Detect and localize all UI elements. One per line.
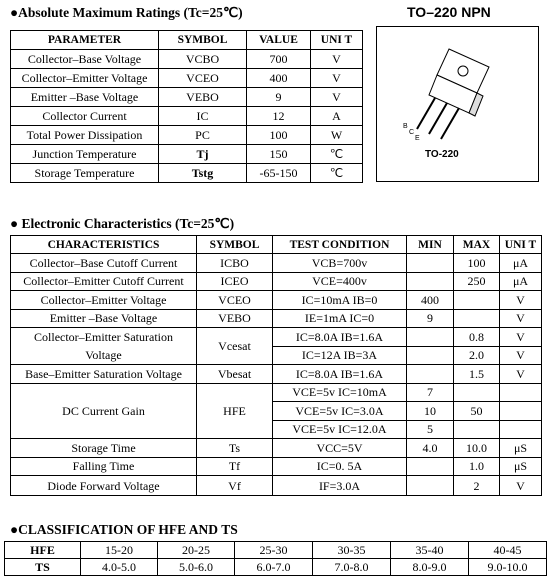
cell: V <box>500 291 542 310</box>
cell: Collector–Emitter Voltage <box>11 291 197 310</box>
cell: VCE=5v IC=10mA <box>273 383 407 402</box>
cell: DC Current Gain <box>11 383 197 439</box>
table-row <box>11 88 363 107</box>
cell: 400 <box>407 291 454 310</box>
cell <box>407 365 454 384</box>
cls-table <box>4 541 547 576</box>
cell <box>407 254 454 273</box>
pin-label: B <box>403 123 408 130</box>
cell: 250 <box>454 272 500 291</box>
cell: 100 <box>247 126 311 145</box>
ec-header: CHARACTERISTICS <box>11 236 197 254</box>
ec-header: MIN <box>407 236 454 254</box>
cell: Ts <box>197 439 273 458</box>
cell: VCB=700v <box>273 254 407 273</box>
cell: 5 <box>407 420 454 439</box>
cell: ICBO <box>197 254 273 273</box>
cell: IC=8.0A IB=1.6A <box>273 365 407 384</box>
cell: 9 <box>247 88 311 107</box>
cell: Diode Forward Voltage <box>11 476 197 496</box>
cell: VCEO <box>197 291 273 310</box>
package-box <box>376 26 539 182</box>
pin-label: C <box>409 129 415 136</box>
cell: μA <box>500 254 542 273</box>
cell: Tstg <box>159 164 247 183</box>
cell: μA <box>500 272 542 291</box>
cell: Voltage <box>11 346 197 365</box>
cell: A <box>311 107 363 126</box>
cell: Tj <box>159 145 247 164</box>
cell: 700 <box>247 50 311 69</box>
cell: V <box>500 346 542 365</box>
cell: IC=10mA IB=0 <box>273 291 407 310</box>
cell <box>500 383 542 402</box>
cell: 100 <box>454 254 500 273</box>
cell: Falling Time <box>11 457 197 476</box>
cell: TS <box>5 559 81 576</box>
cell: 5.0-6.0 <box>158 559 235 576</box>
ec-header: UNI T <box>500 236 542 254</box>
cell: Emitter –Base Voltage <box>11 88 159 107</box>
cell: HFE <box>5 542 81 559</box>
cell: VEBO <box>159 88 247 107</box>
table-row <box>11 476 542 496</box>
cell: V <box>311 88 363 107</box>
table-row <box>5 559 547 576</box>
cell: 2.0 <box>454 346 500 365</box>
cell <box>407 457 454 476</box>
cell: Tf <box>197 457 273 476</box>
table-row <box>11 50 363 69</box>
cell: -65-150 <box>247 164 311 183</box>
cell <box>454 420 500 439</box>
cell: IE=1mA IC=0 <box>273 309 407 328</box>
cell <box>407 328 454 347</box>
ec-title: ● Electronic Characteristics (Tc=25℃) <box>10 216 235 231</box>
cell: Vf <box>197 476 273 496</box>
cell: 8.0-9.0 <box>391 559 469 576</box>
cell: 10 <box>407 402 454 421</box>
table-row <box>11 164 363 183</box>
table-row <box>11 457 542 476</box>
amr-title: ●Absolute Maximum Ratings (Tc=25℃) <box>10 5 243 20</box>
package-header: TO–220 NPN <box>407 4 491 20</box>
cell: Base–Emitter Saturation Voltage <box>11 365 197 384</box>
cell: 1.5 <box>454 365 500 384</box>
table-row <box>11 328 542 347</box>
cell: μS <box>500 457 542 476</box>
table-row <box>5 542 547 559</box>
cell: VCEO <box>159 69 247 88</box>
amr-header: SYMBOL <box>159 31 247 50</box>
cell: 6.0-7.0 <box>235 559 313 576</box>
cell: 10.0 <box>454 439 500 458</box>
cell: IC <box>159 107 247 126</box>
ec-header: SYMBOL <box>197 236 273 254</box>
amr-header: PARAMETER <box>11 31 159 50</box>
ec-header: TEST CONDITION <box>273 236 407 254</box>
cell: V <box>500 328 542 347</box>
cell: 7.0-8.0 <box>313 559 391 576</box>
cell: PC <box>159 126 247 145</box>
cell: Collector–Emitter Cutoff Current <box>11 272 197 291</box>
cell: VCBO <box>159 50 247 69</box>
table-row <box>11 126 363 145</box>
table-row <box>11 439 542 458</box>
cell: Collector Current <box>11 107 159 126</box>
cell: Vcesat <box>197 328 273 365</box>
amr-table <box>10 30 363 183</box>
pin-label: E <box>415 135 420 142</box>
cell: HFE <box>197 383 273 439</box>
cell: V <box>311 69 363 88</box>
table-row <box>11 383 542 402</box>
table-row <box>11 107 363 126</box>
cell: VCE=5v IC=12.0A <box>273 420 407 439</box>
cell: μS <box>500 439 542 458</box>
table-row <box>11 346 542 365</box>
cell: IC=8.0A IB=1.6A <box>273 328 407 347</box>
cell: VCC=5V <box>273 439 407 458</box>
table-row <box>11 145 363 164</box>
cell: Collector–Emitter Saturation <box>11 328 197 347</box>
package-label: TO-220 <box>425 149 459 160</box>
cell: 35-40 <box>391 542 469 559</box>
amr-header: UNI T <box>311 31 363 50</box>
cell <box>407 272 454 291</box>
cell: IC=0. 5A <box>273 457 407 476</box>
cell: 40-45 <box>469 542 547 559</box>
cell <box>500 420 542 439</box>
cell: IC=12A IB=3A <box>273 346 407 365</box>
cell: 4.0 <box>407 439 454 458</box>
cell: W <box>311 126 363 145</box>
cell: Vbesat <box>197 365 273 384</box>
cell: 4.0-5.0 <box>81 559 158 576</box>
cell: Storage Time <box>11 439 197 458</box>
cell: Storage Temperature <box>11 164 159 183</box>
cell <box>500 402 542 421</box>
cell: 50 <box>454 402 500 421</box>
cell: Collector–Base Cutoff Current <box>11 254 197 273</box>
amr-header: VALUE <box>247 31 311 50</box>
cell: ℃ <box>311 164 363 183</box>
cell: ℃ <box>311 145 363 164</box>
cell <box>407 346 454 365</box>
table-row <box>11 272 542 291</box>
cell: 15-20 <box>81 542 158 559</box>
ec-table <box>10 235 542 496</box>
cell: Emitter –Base Voltage <box>11 309 197 328</box>
cell <box>454 383 500 402</box>
cell: 0.8 <box>454 328 500 347</box>
table-row <box>11 291 542 310</box>
cell: 25-30 <box>235 542 313 559</box>
table-row <box>11 309 542 328</box>
cell: Junction Temperature <box>11 145 159 164</box>
cell: 400 <box>247 69 311 88</box>
table-row <box>11 365 542 384</box>
cell: Collector–Base Voltage <box>11 50 159 69</box>
cell: 9 <box>407 309 454 328</box>
cell: 2 <box>454 476 500 496</box>
cell: Total Power Dissipation <box>11 126 159 145</box>
cell: Collector–Emitter Voltage <box>11 69 159 88</box>
cell <box>454 309 500 328</box>
cell: VCE=5v IC=3.0A <box>273 402 407 421</box>
cell: V <box>500 476 542 496</box>
cell: 7 <box>407 383 454 402</box>
cell: 9.0-10.0 <box>469 559 547 576</box>
cell: VEBO <box>197 309 273 328</box>
cell: 12 <box>247 107 311 126</box>
cell: IF=3.0A <box>273 476 407 496</box>
table-row <box>11 69 363 88</box>
cell: VCE=400v <box>273 272 407 291</box>
ec-header: MAX <box>454 236 500 254</box>
cell: ICEO <box>197 272 273 291</box>
cell: V <box>500 309 542 328</box>
cell: 30-35 <box>313 542 391 559</box>
cell: 150 <box>247 145 311 164</box>
cell <box>454 291 500 310</box>
cell: V <box>311 50 363 69</box>
cell: 1.0 <box>454 457 500 476</box>
table-row <box>11 254 542 273</box>
cell <box>407 476 454 496</box>
cls-title: ●CLASSIFICATION OF HFE AND TS <box>10 522 238 537</box>
cell: V <box>500 365 542 384</box>
cell: 20-25 <box>158 542 235 559</box>
